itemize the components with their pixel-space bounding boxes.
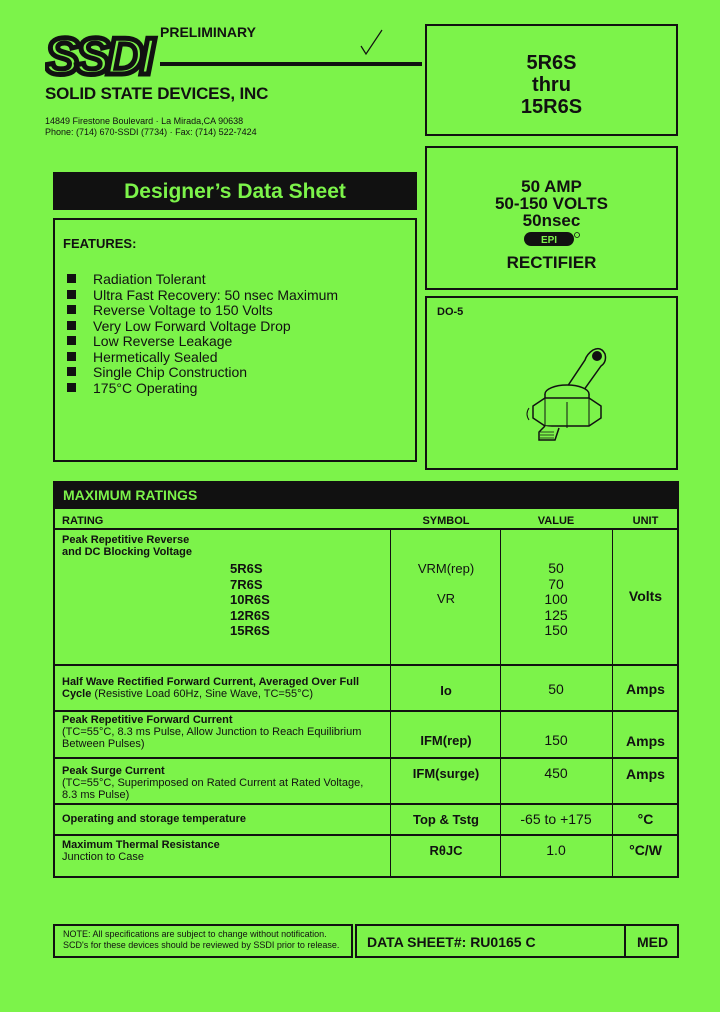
med-label: MED [637,934,669,950]
feature-item: Ultra Fast Recovery: 50 nsec Maximum [67,288,338,304]
do5-package-icon [515,332,615,442]
feature-item: Radiation Tolerant [67,272,338,288]
value-temperature: -65 to +175 [520,811,592,827]
value-thermal: 1.0 [546,842,566,858]
model: 12R6S [230,607,270,623]
bullet-icon [67,321,76,330]
footer-divider [624,926,626,956]
value: 150 [544,622,568,638]
model: 5R6S [230,561,263,576]
max-ratings-header [53,481,679,509]
rating-thermal-resistance: Maximum Thermal Resistance Junction to Case [62,839,220,863]
col-symbol: SYMBOL [422,515,470,527]
bullet-icon [67,336,76,345]
notes-box [53,924,353,958]
voltage-values [500,561,612,639]
unit-amps: Amps [626,681,665,697]
unit-celsius: °C [637,811,654,827]
company-name: SOLID STATE DEVICES, INC [45,84,269,103]
company-address [45,116,257,138]
symbol-ifm-surge: IFM(surge) [412,766,480,781]
feature-item: Single Chip Construction [67,365,338,381]
unit-volts: Volts [628,588,663,604]
address-line: 14849 Firestone Boulevard · La Mirada,CA 90638 [45,116,244,126]
amp-rating: 50 AMP [521,177,582,196]
feature-item: Very Low Forward Voltage Drop [67,319,338,335]
row-divider [53,664,679,666]
value-ifm-surge: 450 [544,765,568,781]
bullet-icon [67,274,76,283]
max-ratings-heading: MAXIMUM RATINGS [63,487,198,503]
rating-temperature: Operating and storage temperature [62,813,246,825]
symbol-rthjc: RθJC [429,843,463,858]
datasheet-number: DATA SHEET#: RU0165 C [367,934,536,950]
value-io: 50 [548,681,564,697]
symbol-vrm: VRM(rep) [417,561,475,576]
epi-logo-icon [524,231,580,247]
row-divider [53,710,679,712]
row-divider [53,757,679,759]
symbol-io: Io [440,683,452,698]
row-divider [53,528,679,530]
ssdi-logo [45,30,160,80]
value: 70 [548,575,564,592]
svg-text:SSDI: SSDI [45,30,151,80]
package-label: DO-5 [437,306,464,318]
feature-item: Hermetically Sealed [67,350,338,366]
speed-rating: 50nsec [522,211,581,230]
package-box [425,296,678,470]
note-line: NOTE: All specifications are subject to change without notification. [63,929,327,939]
device-type: RECTIFIER [506,253,597,272]
designers-data-sheet-title: Designer’s Data Sheet [53,172,417,210]
rating-peak-forward: Peak Repetitive Forward Current (TC=55°C, 8.3 ms Pulse, Allow Junction to Reach Equilibrium Between Pulses) [62,714,362,750]
preliminary-label: PRELIMINARY [160,24,256,40]
value: 125 [544,606,568,623]
phone-line: Phone: (714) 670-SSDI (7734) · Fax: (714) 522-7424 [45,127,257,137]
row-divider [53,834,679,836]
feature-item: 175°C Operating [67,381,338,397]
unit-c-per-w: °C/W [629,842,662,858]
value: 100 [544,591,568,607]
checkmark-icon [358,28,384,58]
part-thru: thru [532,74,571,96]
col-value: VALUE [537,515,575,527]
spec-summary-box [425,146,678,290]
part-start: 5R6S [526,52,577,74]
model-list [230,561,270,639]
bullet-icon [67,352,76,361]
model: 7R6S [230,576,263,592]
svg-text:EPI: EPI [540,235,557,246]
feature-item: Low Reverse Leakage [67,334,338,350]
col-unit: UNIT [632,515,659,527]
model: 10R6S [230,592,270,607]
bullet-icon [67,367,76,376]
value: 50 [548,560,564,576]
part-number-box [425,24,678,136]
value-ifm-rep: 150 [544,732,568,748]
unit-amps: Amps [626,766,665,782]
features-heading: FEATURES: [63,236,137,251]
rating-peak-reverse: Peak Repetitive Reverse and DC Blocking Voltage [62,534,192,558]
datasheet-number-box [355,924,679,958]
symbol-top-tstg: Top & Tstg [413,812,479,827]
rating-surge: Peak Surge Current (TC=55°C, Superimposed on Rated Current at Rated Voltage, 8.3 ms Pulse) [62,765,364,801]
row-divider [53,803,679,805]
symbol-ifm-rep: IFM(rep) [420,733,472,748]
feature-item: Reverse Voltage to 150 Volts [67,303,338,319]
volt-rating: 50-150 VOLTS [494,194,609,213]
bullet-icon [67,383,76,392]
bullet-icon [67,305,76,314]
symbol-vr: VR [436,591,456,606]
part-end: 15R6S [520,96,583,118]
unit-amps: Amps [626,733,665,749]
model: 15R6S [230,623,270,638]
col-rating: RATING [62,515,104,527]
features-list [67,272,338,396]
rating-half-wave: Half Wave Rectified Forward Current, Averaged Over Full Cycle (Resistive Load 60Hz, Sine Wave, TC=55°C) [62,676,360,700]
features-box [53,218,417,462]
header-rule [160,62,422,66]
note-line: SCD's for these devices should be reviewed by SSDI prior to release. [63,940,340,950]
bullet-icon [67,290,76,299]
